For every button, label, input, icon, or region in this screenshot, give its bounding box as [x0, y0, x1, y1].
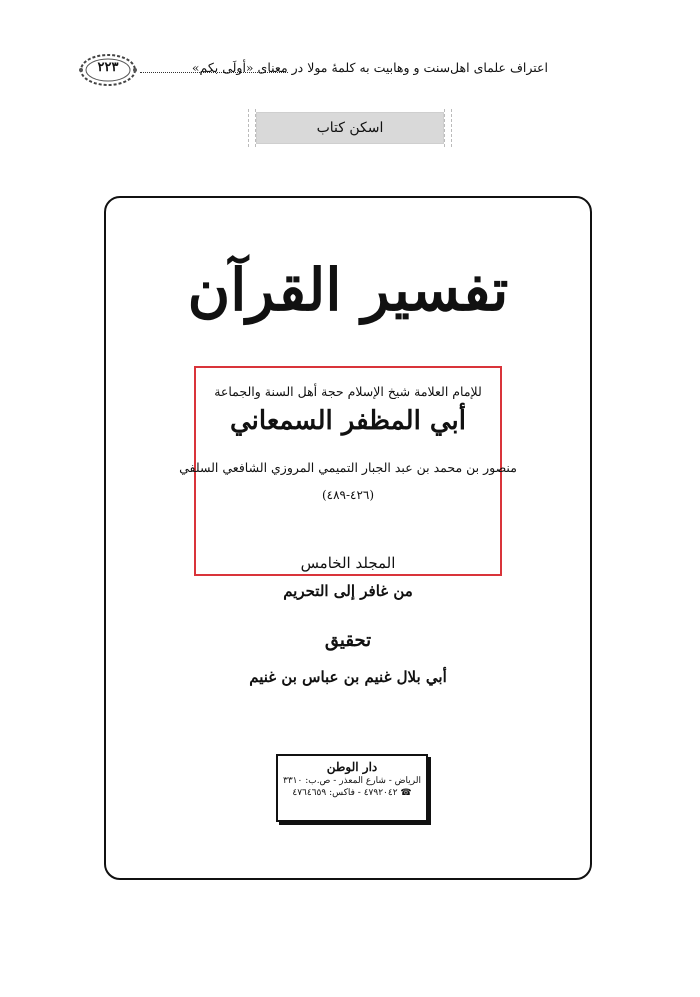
page-number: ۲۲۳: [97, 60, 119, 75]
publisher-name: دار الوطن: [326, 760, 378, 774]
editor-name: أبي بلال غنيم بن عباس بن غنيم: [249, 668, 447, 686]
author-years: (٤٢٦-٤٨٩): [321, 488, 375, 502]
publisher-box: [276, 754, 428, 822]
publisher-address: الرياض - شارع المعذر - ص.ب: ٣٣١٠: [282, 776, 422, 786]
book-cover-scan: [104, 196, 592, 880]
volume-label: المجلد الخامس: [300, 554, 396, 572]
scan-caption: اسکن کتاب: [256, 112, 444, 144]
author-full-name: منصور بن محمد بن عبد الجبار التميمي المروزي الشافعي السلفي: [179, 460, 517, 475]
page-number-seal: [78, 52, 138, 88]
running-header-title: اعتراف علمای اهل‌سنت و وهابیت به کلمۀ مولا در معنای «أولَی بکم»: [191, 60, 548, 75]
tahqiq-label: تحقيق: [324, 630, 372, 651]
publisher-phone: ☎ ٤٧٩٢٠٤٢ - فاكس: ٤٧٦٤٦٥٩: [292, 788, 412, 798]
page-header: [78, 52, 548, 88]
volume-range: من غافر إلى التحريم: [283, 582, 413, 600]
book-title: تفسير القرآن: [187, 256, 509, 324]
author-name: أبي المظفر السمعاني: [230, 406, 466, 436]
author-prefix: للإمام العلامة شيخ الإسلام حجة أهل السنة والجماعة: [214, 384, 482, 399]
